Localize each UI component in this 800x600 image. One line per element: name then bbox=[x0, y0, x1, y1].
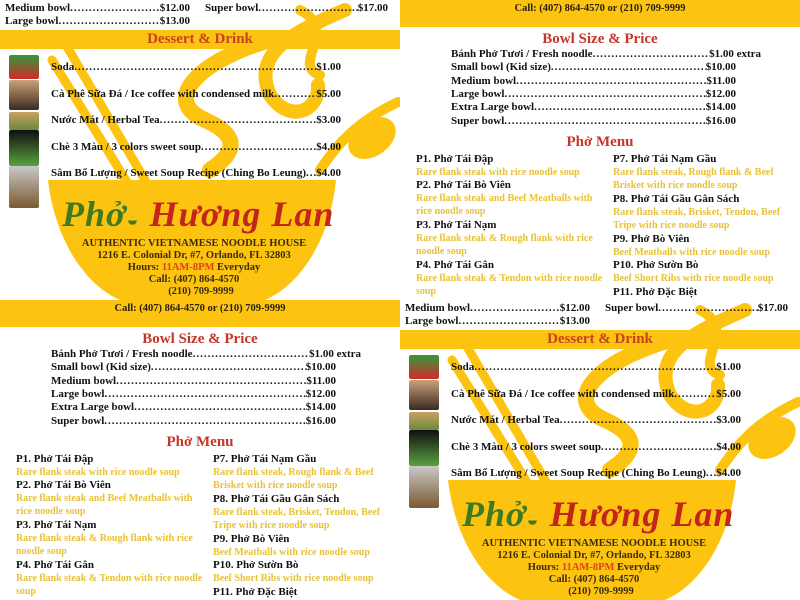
item-name: Bánh Phở Tươi / Fresh noodle bbox=[451, 48, 593, 60]
sweet-soup-image bbox=[9, 166, 39, 208]
extra-bowl-row bbox=[605, 302, 788, 315]
pho-item-name: P4. Phở Tái Gân bbox=[416, 259, 495, 271]
item-name: Medium bowl bbox=[405, 302, 471, 314]
soda-cans-image bbox=[9, 55, 39, 79]
dessert-row bbox=[51, 114, 341, 127]
item-price: $16.00 bbox=[305, 414, 336, 427]
extra-bowl-row bbox=[405, 315, 590, 328]
bowl-size-row bbox=[51, 348, 361, 361]
phone-2: (210) 709-9999 bbox=[568, 586, 634, 597]
dessert-row bbox=[51, 167, 341, 180]
item-name: Super bowl bbox=[205, 2, 259, 14]
pho-item-description: Rare flank steak & Tendon with rice noodle soup bbox=[416, 273, 603, 297]
item-name: Medium bowl bbox=[451, 74, 517, 87]
menu-top-half bbox=[0, 300, 400, 600]
bowl-size-row bbox=[51, 415, 336, 428]
menu-bottom-half bbox=[400, 300, 800, 600]
three-color-dessert-image bbox=[9, 130, 39, 166]
item-price: $1.00 bbox=[716, 361, 741, 373]
pho-item-description: Rare flank steak with rice noodle soup bbox=[16, 467, 180, 478]
pho-item-name: P10. Phở Sườn Bò bbox=[613, 259, 699, 271]
dessert-row bbox=[51, 61, 341, 74]
dessert-title: Dessert & Drink bbox=[147, 31, 253, 47]
item-price: $3.00 bbox=[716, 414, 741, 426]
pho-item-name: P3. Phở Tái Nạm bbox=[16, 519, 97, 531]
iced-coffee-image bbox=[9, 80, 39, 110]
item-name: Nước Mát / Herbal Tea bbox=[51, 114, 160, 126]
item-price: $13.00 bbox=[159, 15, 190, 27]
bowl-size-row bbox=[51, 401, 336, 414]
item-name: Nước Mát / Herbal Tea bbox=[451, 414, 560, 426]
tagline: AUTHENTIC VIETNAMESE NOODLE HOUSE bbox=[481, 538, 707, 549]
call-line: Call: (407) 864-4570 bbox=[148, 274, 240, 285]
item-name: Large bowl bbox=[451, 87, 505, 100]
pho-item-description: Rare flank steak & Rough flank with rice noodle soup bbox=[16, 533, 193, 557]
item-name: Large bowl bbox=[405, 315, 459, 327]
dessert-row bbox=[451, 388, 741, 401]
pho-item-name: P4. Phở Tái Gân bbox=[16, 559, 95, 571]
item-price: $4.00 bbox=[316, 167, 341, 179]
bowl-size-row bbox=[451, 75, 736, 88]
extra-bowl-row bbox=[5, 15, 190, 28]
pho-item-name: P11. Phở Đặc Biệt bbox=[613, 286, 698, 298]
item-price: $14.00 bbox=[305, 401, 336, 414]
pho-item-name: P7. Phở Tái Nạm Gầu bbox=[613, 153, 717, 165]
item-price: $11.00 bbox=[706, 74, 736, 87]
item-name: Super bowl bbox=[605, 302, 659, 314]
item-price: $12.00 bbox=[159, 2, 190, 14]
item-price: $5.00 bbox=[316, 87, 341, 100]
bowl-size-row bbox=[51, 375, 336, 388]
pho-menu-title: Phở Menu bbox=[166, 434, 234, 450]
pho-item-description: Rare flank steak & Rough flank with rice noodle soup bbox=[416, 233, 593, 257]
item-price: $4.00 bbox=[716, 467, 741, 479]
bowl-size-row bbox=[451, 61, 736, 74]
pho-item-name: P2. Phở Tái Bò Viên bbox=[16, 479, 111, 491]
pho-item-name: P1. Phở Tái Đập bbox=[16, 453, 94, 465]
item-price: $13.00 bbox=[559, 315, 590, 327]
hours: Hours: 11AM-8PM Everyday bbox=[127, 262, 261, 273]
pho-item-name: P8. Phở Tái Gầu Gân Sách bbox=[613, 193, 740, 205]
item-price: $4.00 bbox=[716, 440, 741, 453]
bowl-size-row bbox=[451, 48, 761, 61]
pho-item-name: P11. Phở Đặc Biệt bbox=[213, 586, 298, 598]
pho-item-description: Rare flank steak, Brisket, Tendon, Beef Tripe with rice noodle soup bbox=[613, 207, 781, 231]
dessert-title: Dessert & Drink bbox=[547, 331, 653, 347]
item-name: Small bowl (Kid size) bbox=[451, 61, 551, 74]
item-name: Extra Large bowl bbox=[51, 401, 135, 414]
item-price: $11.00 bbox=[306, 374, 336, 387]
bowl-size-row bbox=[451, 115, 736, 128]
item-name: Super bowl bbox=[51, 414, 105, 427]
menu-bottom-half bbox=[0, 0, 400, 300]
item-price: $17.00 bbox=[357, 2, 388, 14]
three-color-dessert-image bbox=[409, 430, 439, 466]
bowl-size-row bbox=[51, 361, 336, 374]
herbal-tea-image bbox=[9, 112, 39, 130]
item-price: $10.00 bbox=[705, 61, 736, 74]
item-price: $10.00 bbox=[305, 361, 336, 374]
item-name: Medium bowl bbox=[51, 374, 117, 387]
dessert-row bbox=[451, 414, 741, 427]
item-name: Bánh Phở Tươi / Fresh noodle bbox=[51, 348, 193, 360]
dessert-row bbox=[451, 361, 741, 374]
header-call: Call: (407) 864-4570 or (210) 709-9999 bbox=[114, 303, 286, 314]
hours: Hours: 11AM-8PM Everyday bbox=[527, 562, 661, 573]
item-name: Large bowl bbox=[51, 387, 105, 400]
pho-item-description: Rare flank steak, Rough flank & Beef Brisket with rice noodle soup bbox=[613, 167, 774, 191]
pho-item-description: Rare flank steak, Rough flank & Beef Brisket with rice noodle soup bbox=[213, 467, 374, 491]
bowl-size-row bbox=[451, 101, 736, 114]
call-line: Call: (407) 864-4570 bbox=[548, 574, 640, 585]
item-name: Medium bowl bbox=[5, 2, 71, 14]
pho-item-description: Beef Meatballs with rice noodle soup bbox=[213, 547, 370, 558]
logo: Phở◒ Hương Lan bbox=[462, 494, 735, 534]
header-call: Call: (407) 864-4570 or (210) 709-9999 bbox=[514, 3, 686, 14]
dessert-row bbox=[51, 88, 341, 101]
sweet-soup-image bbox=[409, 466, 439, 508]
item-name: Chè 3 Màu / 3 colors sweet soup bbox=[451, 440, 602, 453]
pho-item-name: P8. Phở Tái Gầu Gân Sách bbox=[213, 493, 340, 505]
item-price: $16.00 bbox=[705, 114, 736, 127]
iced-coffee-image bbox=[409, 380, 439, 410]
item-price: $1.00 extra bbox=[709, 48, 761, 60]
item-name: Sâm Bổ Lượng / Sweet Soup Recipe (Ching Bo Leung) bbox=[51, 167, 307, 179]
item-price: $3.00 bbox=[316, 114, 341, 126]
item-price: $14.00 bbox=[705, 101, 736, 114]
tagline: AUTHENTIC VIETNAMESE NOODLE HOUSE bbox=[81, 238, 307, 249]
pho-item-name: P7. Phở Tái Nạm Gầu bbox=[213, 453, 317, 465]
pho-item-name: P10. Phở Sườn Bò bbox=[213, 559, 299, 571]
item-name: Extra Large bowl bbox=[451, 101, 535, 114]
soda-cans-image bbox=[409, 355, 439, 379]
menu-top-half bbox=[400, 0, 800, 300]
pho-item-name: P9. Phở Bò Viên bbox=[613, 233, 690, 245]
item-name: Soda bbox=[51, 61, 75, 73]
pho-item-name: P1. Phở Tái Đập bbox=[416, 153, 494, 165]
bowl-size-row bbox=[451, 88, 736, 101]
menu-column-right bbox=[400, 0, 800, 600]
item-name: Large bowl bbox=[5, 15, 59, 27]
pho-item-description: Beef Meatballs with rice noodle soup bbox=[613, 247, 770, 258]
item-price: $4.00 bbox=[316, 140, 341, 153]
item-name: Super bowl bbox=[451, 114, 505, 127]
pho-item-description: Rare flank steak and Beef Meatballs with rice noodle soup bbox=[416, 193, 593, 217]
bowl-size-row bbox=[51, 388, 336, 401]
bowl-logo-icon: ◒ bbox=[126, 209, 140, 231]
pho-item-description: Rare flank steak and Beef Meatballs with rice noodle soup bbox=[16, 493, 193, 517]
logo: Phở◒ Hương Lan bbox=[62, 194, 335, 234]
item-name: Soda bbox=[451, 361, 475, 373]
item-name: Chè 3 Màu / 3 colors sweet soup bbox=[51, 140, 202, 153]
extra-bowl-row bbox=[5, 2, 190, 15]
item-name: Cà Phê Sữa Đá / Ice coffee with condensed milk bbox=[451, 387, 675, 400]
pho-item-name: P9. Phở Bò Viên bbox=[213, 533, 290, 545]
item-price: $17.00 bbox=[757, 302, 788, 314]
item-name: Cà Phê Sữa Đá / Ice coffee with condensed milk bbox=[51, 87, 275, 100]
bowl-size-title: Bowl Size & Price bbox=[142, 331, 258, 347]
pho-item-description: Beef Short Ribs with rice noodle soup bbox=[613, 273, 774, 284]
item-price: $5.00 bbox=[716, 387, 741, 400]
pho-menu-title: Phở Menu bbox=[566, 134, 634, 150]
item-price: $12.00 bbox=[305, 387, 336, 400]
pho-item-description: Beef Short Ribs with rice noodle soup bbox=[213, 573, 374, 584]
extra-bowl-row bbox=[205, 2, 388, 15]
item-price: $12.00 bbox=[705, 87, 736, 100]
pho-item-description: Rare flank steak with rice noodle soup bbox=[416, 167, 580, 178]
herbal-tea-image bbox=[409, 412, 439, 430]
address: 1216 E. Colonial Dr, #7, Orlando, FL 32803 bbox=[497, 550, 691, 561]
extra-bowl-row bbox=[405, 302, 590, 315]
pho-item-description: Rare flank steak & Tendon with rice noodle soup bbox=[16, 573, 203, 597]
item-price: $12.00 bbox=[559, 302, 590, 314]
item-price: $1.00 extra bbox=[309, 348, 361, 360]
phone-2: (210) 709-9999 bbox=[168, 286, 234, 297]
pho-item-name: P3. Phở Tái Nạm bbox=[416, 219, 497, 231]
pho-item-name: P2. Phở Tái Bò Viên bbox=[416, 179, 511, 191]
bowl-logo-icon: ◒ bbox=[526, 509, 540, 531]
item-name: Sâm Bổ Lượng / Sweet Soup Recipe (Ching Bo Leung) bbox=[451, 467, 707, 479]
pho-item-description: Rare flank steak, Brisket, Tendon, Beef Tripe with rice noodle soup bbox=[213, 507, 381, 531]
address: 1216 E. Colonial Dr, #7, Orlando, FL 32803 bbox=[97, 250, 291, 261]
dessert-row bbox=[451, 467, 741, 480]
dessert-row bbox=[51, 141, 341, 154]
item-price: $1.00 bbox=[316, 61, 341, 73]
bowl-size-title: Bowl Size & Price bbox=[542, 31, 658, 47]
item-name: Small bowl (Kid size) bbox=[51, 361, 151, 374]
dessert-row bbox=[451, 441, 741, 454]
